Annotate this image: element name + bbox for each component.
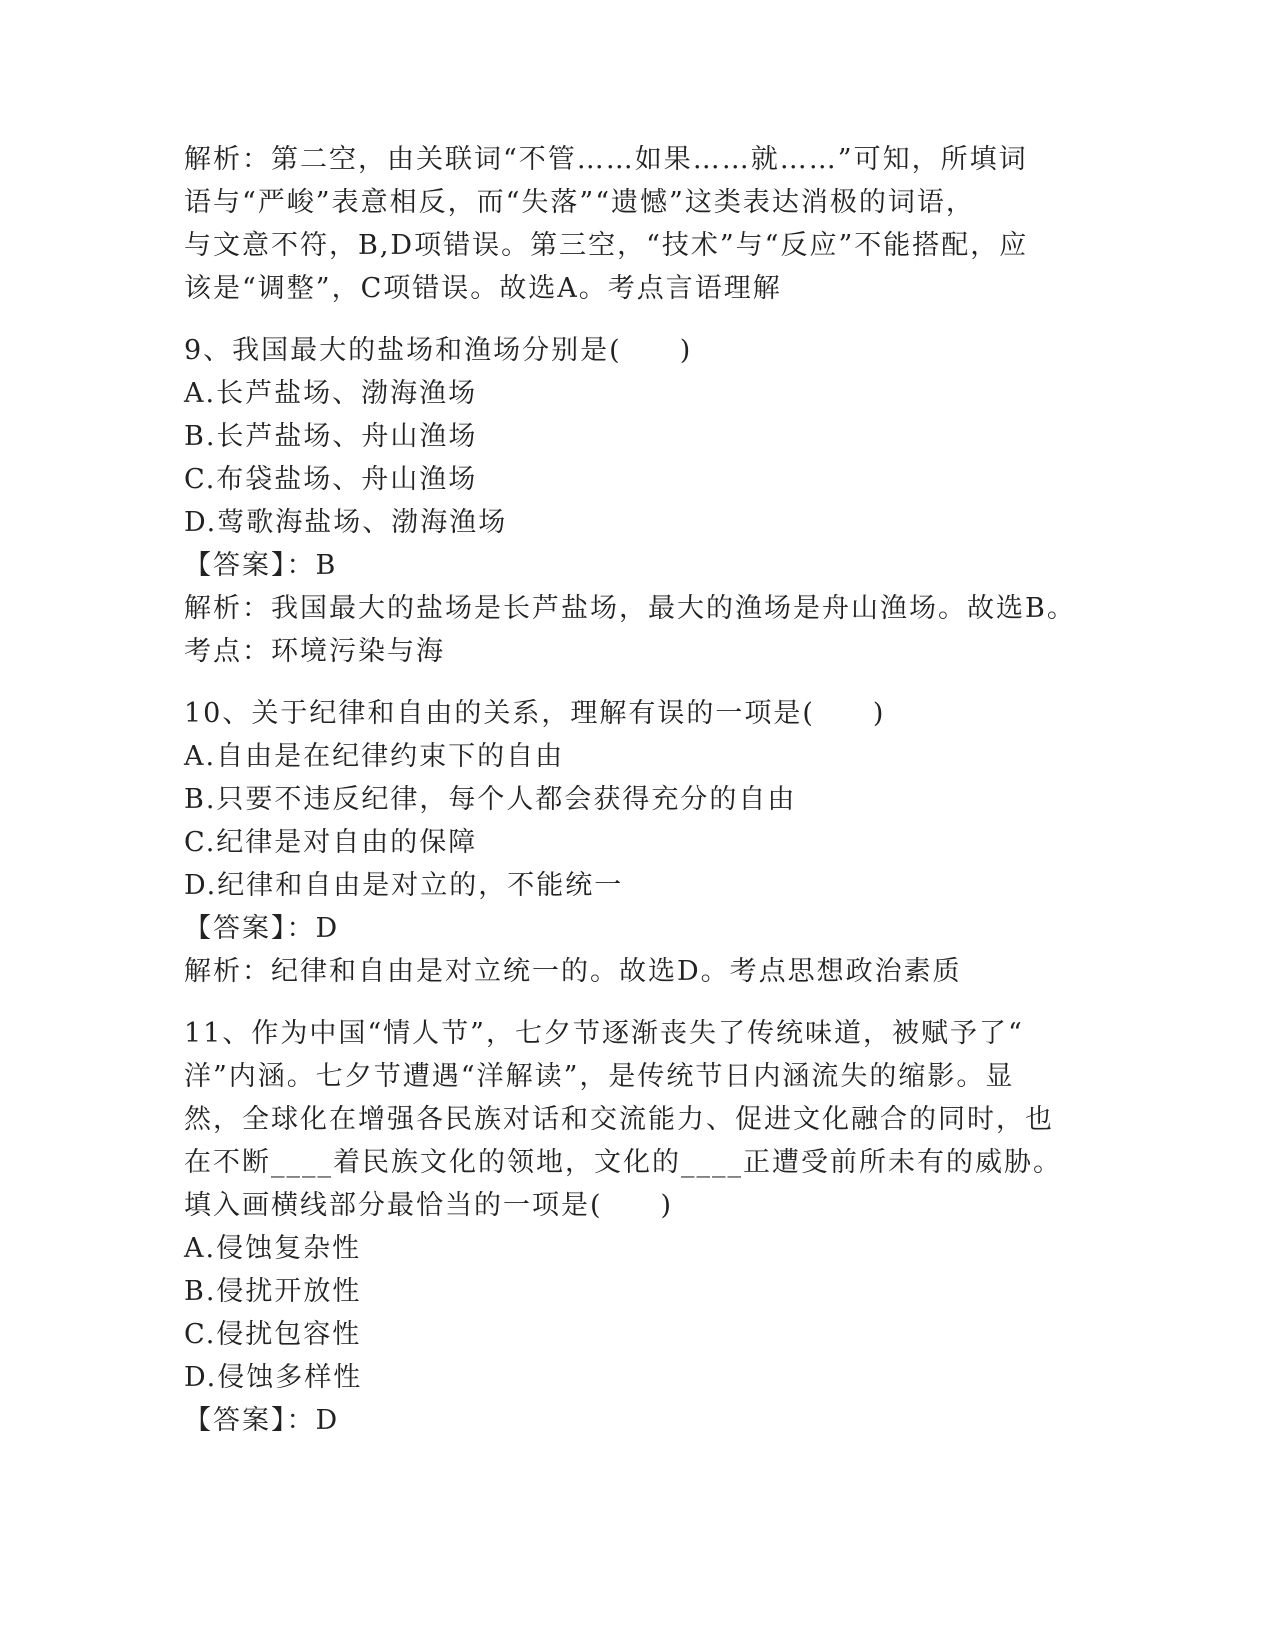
question-stem: 10、关于纪律和自由的关系，理解有误的一项是( ) <box>184 698 886 729</box>
option-d: D.莺歌海盐场、渤海渔场 <box>184 507 508 538</box>
analysis-line: 解析：第二空，由关联词“不管……如果……就……”可知，所填词 <box>184 144 1028 175</box>
analysis-line: 该是“调整”，C项错误。故选A。考点言语理解 <box>184 273 782 304</box>
analysis-line: 解析：纪律和自由是对立统一的。故选D。考点思想政治素质 <box>184 956 962 987</box>
question-stem: 洋”内涵。七夕节遭遇“洋解读”，是传统节日内涵流失的缩影。显 <box>184 1061 1015 1092</box>
answer-line: 【答案】：B <box>184 550 338 581</box>
option-a: A.侵蚀复杂性 <box>184 1233 362 1264</box>
analysis-line: 语与“严峻”表意相反，而“失落”“遗憾”这类表达消极的词语， <box>184 187 975 218</box>
question-10 <box>184 692 1084 993</box>
previous-analysis <box>184 138 1084 310</box>
question-9 <box>184 329 1084 673</box>
analysis-line: 与文意不符，B,D项错误。第三空，“技术”与“反应”不能搭配，应 <box>184 230 1029 261</box>
document-page <box>184 138 1084 1442</box>
analysis-line: 考点：环境污染与海 <box>184 636 445 667</box>
option-b: B.侵扰开放性 <box>184 1276 362 1307</box>
question-stem: 9、我国最大的盐场和渔场分别是( ) <box>184 335 693 366</box>
question-stem: 在不断____着民族文化的领地，文化的____正遭受前所未有的威胁。 <box>184 1147 1062 1178</box>
option-d: D.侵蚀多样性 <box>184 1362 363 1393</box>
option-c: C.布袋盐场、舟山渔场 <box>184 464 478 495</box>
question-stem: 然，全球化在增强各民族对话和交流能力、促进文化融合的同时，也 <box>184 1104 1054 1135</box>
option-a: A.长芦盐场、渤海渔场 <box>184 378 478 409</box>
option-b: B.长芦盐场、舟山渔场 <box>184 421 478 452</box>
analysis-line: 解析：我国最大的盐场是长芦盐场，最大的渔场是舟山渔场。故选B。 <box>184 593 1076 624</box>
question-stem: 11、作为中国“情人节”，七夕节逐渐丧失了传统味道，被赋予了“ <box>184 1018 1024 1049</box>
answer-line: 【答案】：D <box>184 1405 340 1436</box>
question-stem: 填入画横线部分最恰当的一项是( ) <box>184 1190 674 1221</box>
option-c: C.侵扰包容性 <box>184 1319 362 1350</box>
question-11 <box>184 1012 1084 1442</box>
option-c: C.纪律是对自由的保障 <box>184 827 478 858</box>
option-a: A.自由是在纪律约束下的自由 <box>184 741 565 772</box>
answer-line: 【答案】：D <box>184 913 340 944</box>
option-d: D.纪律和自由是对立的，不能统一 <box>184 870 624 901</box>
option-b: B.只要不违反纪律，每个人都会获得充分的自由 <box>184 784 797 815</box>
